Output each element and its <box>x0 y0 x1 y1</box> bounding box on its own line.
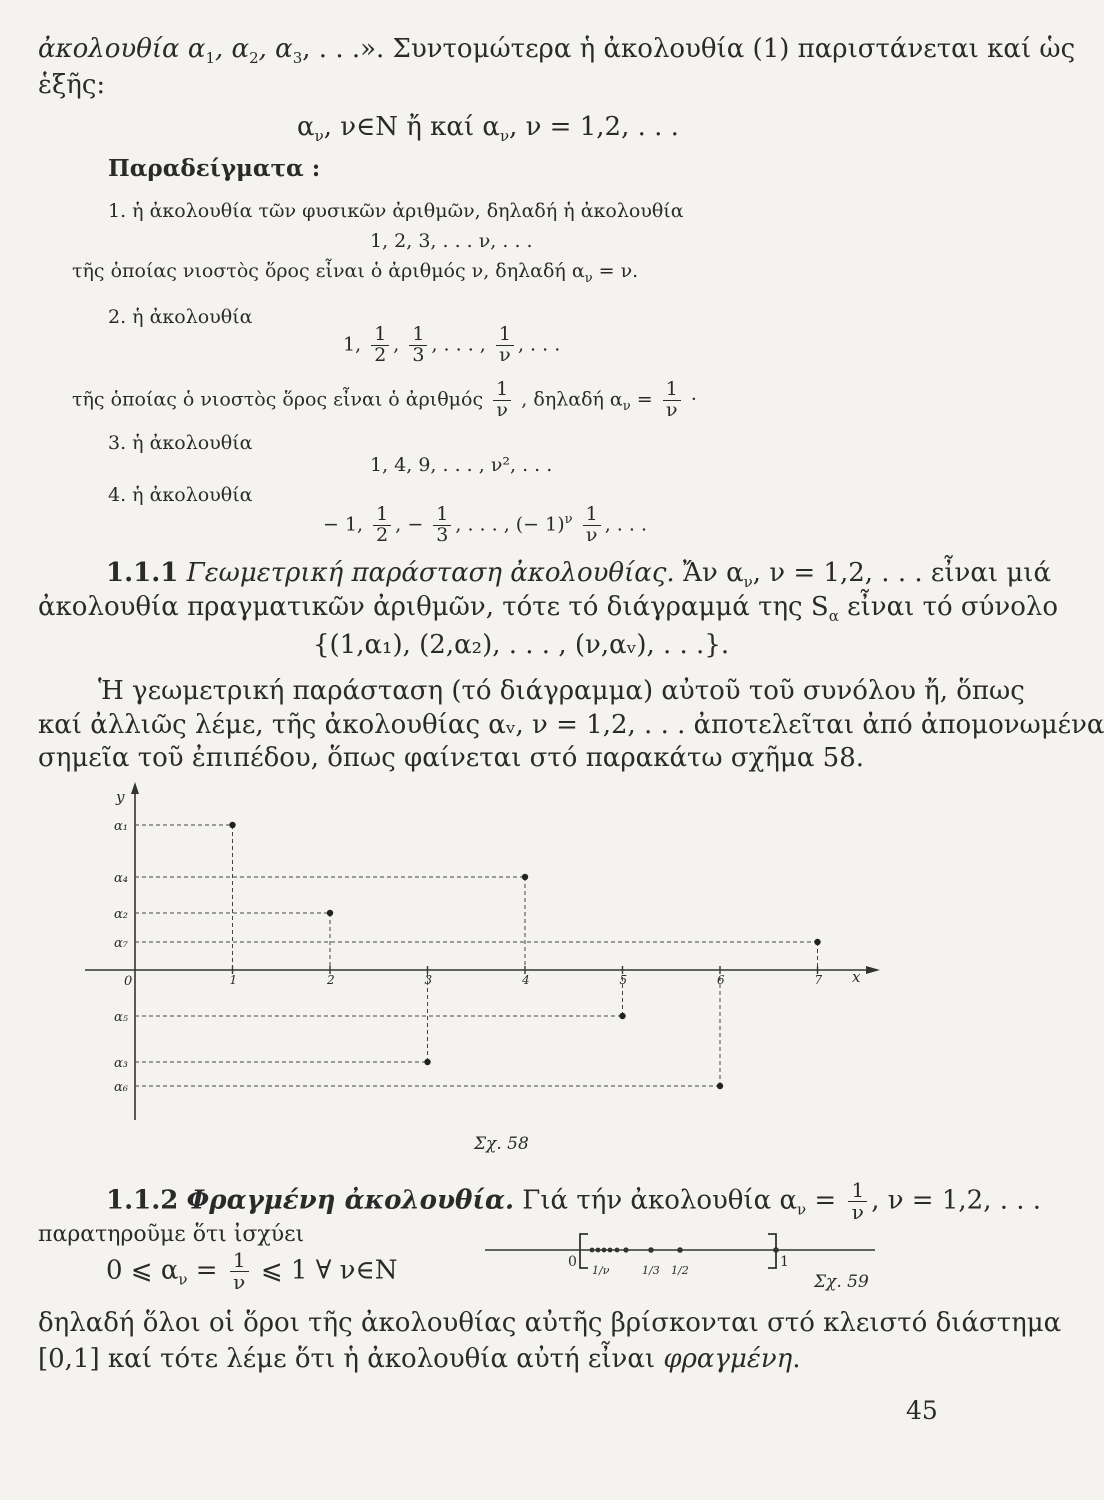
section-112-line-2: παρατηροῦμε ὅτι ἰσχύει <box>38 1222 305 1247</box>
x-tick-label: 1 <box>229 973 238 987</box>
point-label: α₁ <box>114 819 128 834</box>
example-2-tail: τῆς ὁποίας ὁ νιοστὸς ὅρος εἶναι ὁ ἀριθμός $\frac{1}{\nu}$ , δηλαδή $\alpha_\nu$ = $\frac{1}{\nu}$ · <box>72 378 697 421</box>
section-112-after-2: [0,1] καί τότε λέμε ὅτι ἡ ἀκολουθία αὐτή εἶναι φραγμένη. <box>38 1344 801 1374</box>
x-axis-arrow-icon <box>866 966 880 974</box>
figure-59-caption: Σχ. 59 <box>814 1272 869 1292</box>
tick-label-1-over-3: 1/3 <box>642 1264 660 1277</box>
section-111-heading: 1.1.1 Γεωμετρική παράσταση ἀκολουθίας. Ἄν $\alpha_\nu$, ν = 1,2, . . . εἶναι μιά <box>106 558 1052 592</box>
x-tick-label: 7 <box>814 973 823 987</box>
example-1-label: 1. ἡ ἀκολουθία τῶν φυσικῶν ἀριθμῶν, δηλαδή ἡ ἀκολουθία <box>108 200 684 222</box>
origin-label: 0 <box>124 974 133 989</box>
section-112-heading: 1.1.2 Φραγμένη ἀκολουθία. Γιά τήν ἀκολουθία $\alpha_\nu$ = $\frac{1}{\nu}$ , ν = 1,2, . . . <box>106 1178 1042 1224</box>
sequence-point <box>424 1059 430 1065</box>
point-label: α₃ <box>114 1056 128 1071</box>
x-tick-label: 2 <box>327 973 335 987</box>
label-zero: 0 <box>568 1254 577 1270</box>
label-one: 1 <box>780 1254 789 1270</box>
x-tick-label: 5 <box>619 973 628 987</box>
example-2-sequence: 1, $\frac{1}{2}$ , $\frac{1}{3}$ , . . . , $\frac{1}{\nu}$ , . . . <box>343 323 561 366</box>
y-axis-label: y <box>116 788 125 806</box>
point-label: α₅ <box>114 1010 128 1025</box>
example-2-label: 2. ἡ ἀκολουθία <box>108 306 253 328</box>
tick-label-1-over-2: 1/2 <box>671 1264 689 1277</box>
example-1-sequence: 1, 2, 3, . . . ν, . . . <box>370 230 533 252</box>
page-number: 45 <box>906 1396 938 1425</box>
section-111-para-3: σημεῖα τοῦ ἐπιπέδου, ὅπως φαίνεται στό παρακάτω σχῆμα 58. <box>38 743 864 773</box>
example-3-sequence: 1, 4, 9, . . . , ν², . . . <box>370 454 553 476</box>
point-label: α₂ <box>114 907 128 922</box>
x-tick-label: 4 <box>522 973 530 987</box>
sequence-point <box>717 1083 723 1089</box>
intro-line-1: ἀκολουθία $\alpha_1$, $\alpha_2$, $\alpha_3$, . . .». Συντομώτερα ἡ ἀκολουθία (1) παριστάνεται καί ὡς <box>38 34 1076 68</box>
sequence-points <box>114 819 821 1095</box>
point-label: α₇ <box>114 936 128 951</box>
x-tick-label: 6 <box>717 973 725 987</box>
sequence-point <box>229 822 235 828</box>
x-tick-label: 3 <box>424 973 433 987</box>
example-3-label: 3. ἡ ἀκολουθία <box>108 432 253 454</box>
y-axis-arrow-icon <box>131 782 139 794</box>
example-1-tail: τῆς ὁποίας νιοστὸς ὅρος εἶναι ὁ ἀριθμός ν, δηλαδή $\alpha_\nu = \nu$. <box>72 260 639 286</box>
sequence-point <box>619 1013 625 1019</box>
sequence-point <box>814 939 820 945</box>
section-111-line-2: ἀκολουθία πραγματικῶν ἀριθμῶν, τότε τό διάγραμμά της $S_\alpha$ εἶναι τό σύνολο <box>38 592 1059 626</box>
example-4-sequence: − 1, $\frac{1}{2}$ , − $\frac{1}{3}$ , . . . , (− 1)$^\nu$ $\frac{1}{\nu}$ , . . . <box>323 503 647 546</box>
left-bracket <box>580 1234 588 1268</box>
intro-line-2: ἑξῆς: <box>38 70 106 100</box>
sequence-notation: $\alpha_\nu$, ν∈N ἤ καί $\alpha_\nu$, ν = 1,2, . . . <box>297 112 679 146</box>
section-112-inequality: 0 ⩽ $\alpha_\nu$ = $\frac{1}{\nu}$ ⩽ 1 ∀ ν∈N <box>106 1248 398 1294</box>
figure-58 <box>80 780 900 1125</box>
sequence-point <box>327 910 333 916</box>
x-tick-labels <box>230 966 823 987</box>
tick-label-1-over-nu: 1/ν <box>592 1264 610 1277</box>
section-111-para-1: Ἡ γεωμετρική παράσταση (τό διάγραμμα) αὐτοῦ τοῦ συνόλου ἤ, ὅπως <box>98 676 1025 706</box>
examples-heading: Παραδείγματα : <box>108 155 321 182</box>
x-axis-label: x <box>852 968 861 986</box>
sequence-point <box>522 874 528 880</box>
example-4-label: 4. ἡ ἀκολουθία <box>108 484 253 506</box>
section-111-set: {(1,α₁), (2,α₂), . . . , (ν,αᵥ), . . .}. <box>313 630 730 660</box>
figure-58-caption-text: Σχ. 58 <box>474 1134 529 1154</box>
section-111-para-2: καί ἀλλιῶς λέμε, τῆς ἀκολουθίας αᵥ, ν = 1,2, . . . ἀποτελεῖται ἀπό ἀπομονωμένα <box>38 710 1104 740</box>
point-label: α₆ <box>114 1080 128 1095</box>
point-label: α₄ <box>114 871 128 886</box>
section-112-after-1: δηλαδή ὅλοι οἱ ὅροι τῆς ἀκολουθίας αὐτῆς βρίσκονται στό κλειστό διάστημα <box>38 1308 1062 1338</box>
